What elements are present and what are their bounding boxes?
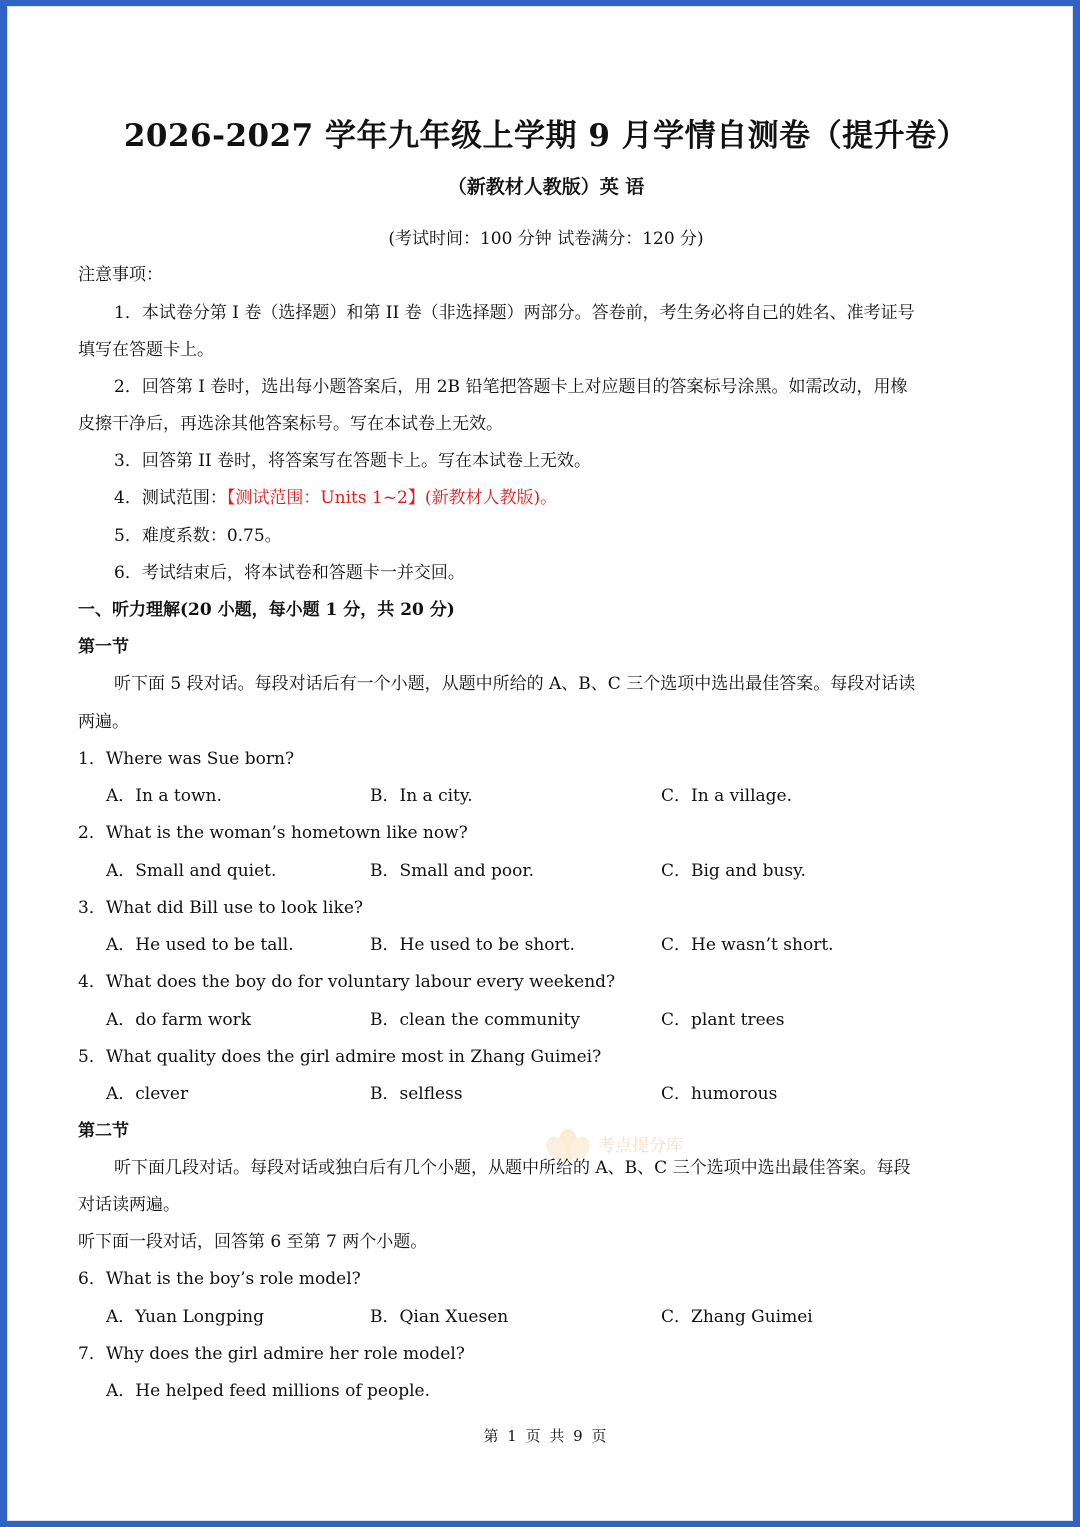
q6-option-b: B．Qian Xuesen	[370, 1307, 509, 1327]
note-item-4	[78, 486, 557, 510]
document-page	[7, 6, 1073, 1521]
page-subtitle: （新教材人教版）英 语	[447, 176, 645, 198]
q1-option-c: C．In a village.	[661, 786, 793, 806]
q2-option-a: A．Small and quiet.	[106, 861, 277, 881]
notes-heading: 注意事项：	[78, 265, 163, 285]
q4-option-c: C．plant trees	[661, 1010, 785, 1030]
q2-option-c: C．Big and busy.	[661, 861, 806, 881]
part1-instructions: 听下面 5 段对话。每段对话后有一个小题，从题中所给的 A、B、C 三个选项中选出最佳答案。每段对话读	[114, 674, 916, 694]
q1-option-b: B．In a city.	[370, 786, 473, 806]
test-scope: 【测试范围：Units 1~2】(新教材人教版)。	[226, 488, 558, 508]
q3-option-a: A．He used to be tall.	[106, 935, 294, 955]
note-item-2-cont: 皮擦干净后，再选涂其他答案标号。写在本试卷上无效。	[78, 414, 503, 434]
watermark-text: 考点提分库	[598, 1136, 683, 1156]
part2-heading: 第二节	[78, 1121, 129, 1141]
exam-info: (考试时间：100 分钟 试卷满分：120 分)	[388, 229, 704, 249]
q4-option-b: B．clean the community	[370, 1010, 581, 1030]
q4-option-a: A．do farm work	[106, 1010, 252, 1030]
question-2: 2．What is the woman’s hometown like now?	[78, 823, 468, 843]
note-item-6: 6．考试结束后，将本试卷和答题卡一并交回。	[114, 563, 465, 583]
part1-instructions-cont: 两遍。	[78, 712, 129, 732]
part2-instructions-cont: 对话读两遍。	[78, 1195, 180, 1215]
question-4: 4．What does the boy do for voluntary labour every weekend?	[78, 972, 616, 992]
question-7: 7．Why does the girl admire her role model?	[78, 1344, 465, 1364]
section-heading: 一、听力理解(20 小题，每小题 1 分，共 20 分)	[78, 600, 455, 620]
q5-option-c: C．humorous	[661, 1084, 778, 1104]
question-5: 5．What quality does the girl admire most in Zhang Guimei?	[78, 1047, 602, 1067]
question-3: 3．What did Bill use to look like?	[78, 898, 363, 918]
q6-option-a: A．Yuan Longping	[106, 1307, 264, 1327]
note-item-3: 3．回答第 II 卷时，将答案写在答题卡上。写在本试卷上无效。	[114, 451, 592, 471]
part2-instructions: 听下面几段对话。每段对话或独白后有几个小题，从题中所给的 A、B、C 三个选项中选出最佳答案。每段	[114, 1158, 911, 1178]
q5-option-b: B．selfless	[370, 1084, 463, 1104]
note-item-1: 1．本试卷分第 I 卷（选择题）和第 II 卷（非选择题）两部分。答卷前，考生务必将自己的姓名、准考证号	[114, 303, 915, 323]
note-item-4-prefix: 4．测试范围：	[114, 488, 227, 508]
question-6: 6．What is the boy’s role model?	[78, 1269, 361, 1289]
page-title: 2026-2027 学年九年级上学期 9 月学情自测卷（提升卷）	[123, 118, 969, 154]
part2-subinstruction: 听下面一段对话，回答第 6 至第 7 两个小题。	[78, 1232, 428, 1252]
q1-option-a: A．In a town.	[106, 786, 222, 806]
q7-option-a: A．He helped feed millions of people.	[106, 1381, 431, 1401]
q5-option-a: A．clever	[106, 1084, 189, 1104]
q3-option-b: B．He used to be short.	[370, 935, 575, 955]
part1-heading: 第一节	[78, 637, 129, 657]
page-footer: 第 1 页 共 9 页	[483, 1427, 609, 1445]
q2-option-b: B．Small and poor.	[370, 861, 535, 881]
q3-option-c: C．He wasn’t short.	[661, 935, 834, 955]
question-1: 1．Where was Sue born?	[78, 749, 295, 769]
note-item-5: 5．难度系数：0.75。	[114, 526, 282, 546]
q6-option-c: C．Zhang Guimei	[661, 1307, 813, 1327]
note-item-1-cont: 填写在答题卡上。	[78, 340, 214, 360]
note-item-2: 2．回答第 I 卷时，选出每小题答案后，用 2B 铅笔把答题卡上对应题目的答案标号涂黑。如需改动，用橡	[114, 377, 908, 397]
